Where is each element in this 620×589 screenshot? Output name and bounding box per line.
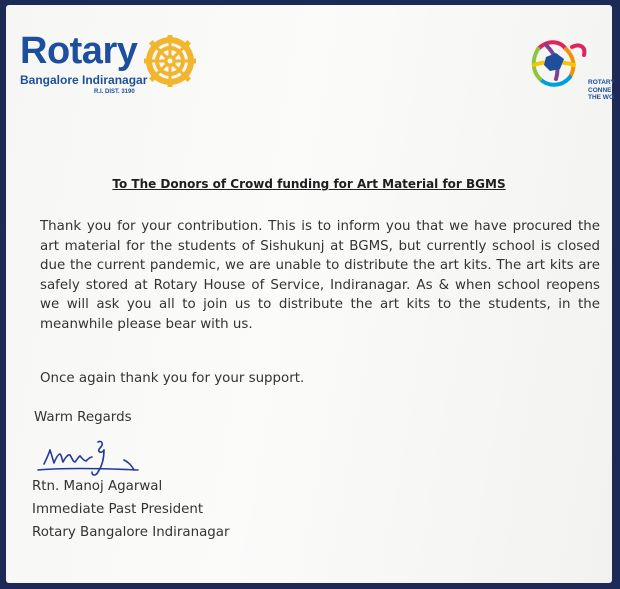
rotary-connects-logo xyxy=(526,35,615,111)
letter-paper xyxy=(6,5,615,583)
regards-line: Warm Regards xyxy=(34,410,132,425)
rotary-wheel-icon xyxy=(144,35,196,87)
connects-logo-text: ROTARY CONNE THE WO xyxy=(588,79,615,101)
signatory-title: Immediate Past President xyxy=(32,502,204,517)
club-name: Bangalore Indiranagar xyxy=(20,73,148,87)
signatory-club: Rotary Bangalore Indiranagar xyxy=(32,525,230,540)
signatory-name: Rtn. Manoj Agarwal xyxy=(32,479,163,494)
district-label: R.I. DIST. 3190 xyxy=(94,89,135,95)
handwritten-signature xyxy=(28,430,148,482)
rotary-club-logo xyxy=(16,31,216,103)
org-name: Rotary xyxy=(20,30,138,72)
letter-body: Thank you for your contribution. This is to inform you that we have procured the art material for the students of Sishukunj at BGMS, but currently school is closed due the current pandemic, we are unable to distribute the art kits. The art kits are safely stored at Rotary House of Service, Indiranagar. As & when school reopens we will ask you all to join us to distribute the art kits to the students, in the meanwhile please bear with us. xyxy=(40,219,600,332)
letter-title: To The Donors of Crowd funding for Art Material for BGMS xyxy=(112,177,506,191)
closing-thanks: Once again thank you for your support. xyxy=(40,371,305,386)
